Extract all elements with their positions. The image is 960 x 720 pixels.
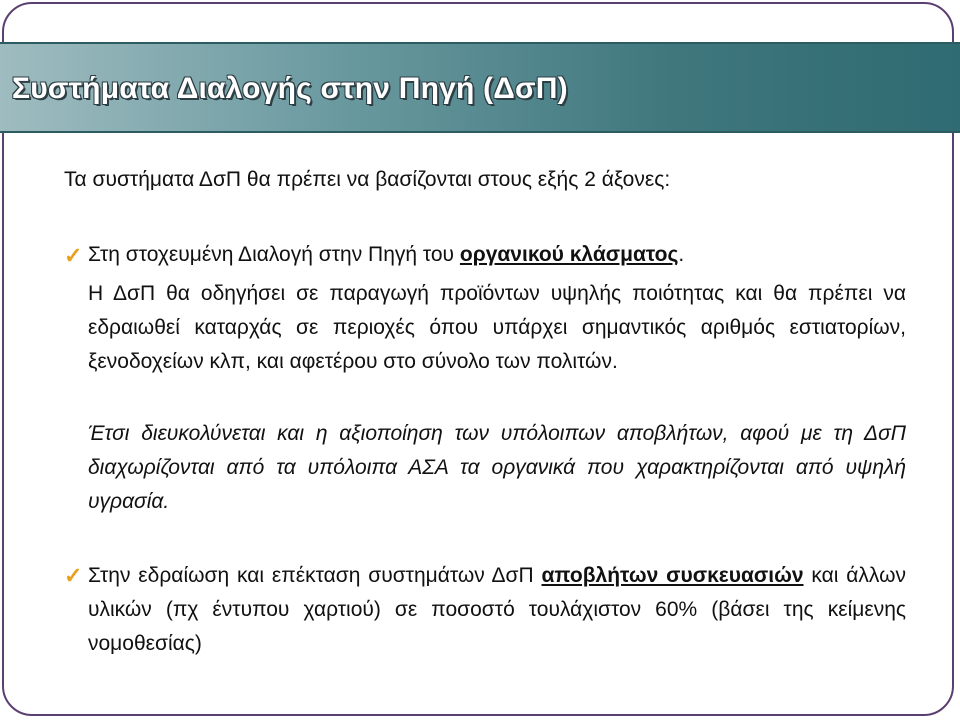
check-icon: ✓ bbox=[64, 563, 83, 588]
intro-text: Τα συστήματα ΔσΠ θα πρέπει να βασίζονται στους εξής 2 άξονες: bbox=[64, 168, 671, 191]
check-icon: ✓ bbox=[64, 243, 83, 268]
bullet-1-prefix: Στη στοχευμένη Διαλογή στην Πηγή του bbox=[88, 243, 460, 266]
bullet-2-highlight: αποβλήτων συσκευασιών bbox=[541, 564, 804, 587]
bullet-2-prefix: Στην εδραίωση και επέκταση συστημάτων ΔσΠ bbox=[88, 564, 542, 587]
bullet-1-text bbox=[88, 239, 906, 271]
bullet-2-text bbox=[88, 559, 906, 661]
slide-title: Συστήματα Διαλογής στην Πηγή (ΔσΠ) bbox=[12, 72, 568, 105]
bullet-1-note: Έτσι διευκολύνεται και η αξιοποίηση των υπόλοιπων αποβλήτων, αφού με τη ΔσΠ διαχωρίζονται από τα υπόλοιπα ΑΣΑ τα οργανικά που χαρακτηρίζονται από υψηλή υγρασία. bbox=[88, 422, 906, 513]
bullet-1-highlight: οργανικού κλάσματος bbox=[459, 243, 679, 266]
title-bar bbox=[0, 42, 960, 133]
bullet-2-suffix: και άλλων υλικών (πχ έντυπου χαρτιού) σε ποσοστό τουλάχιστον 60% (βάσει της κείμενης νομοθεσίας) bbox=[88, 564, 907, 655]
bullet-1-suffix: . bbox=[678, 243, 685, 266]
bullet-1-detail: Η ΔσΠ θα οδηγήσει σε παραγωγή προϊόντων υψηλής ποιότητας και θα πρέπει να εδραιωθεί καταρχάς σε περιοχές όπου υπάρχει σημαντικός αριθμός εστιατορίων, ξενοδοχείων κλπ, και αφετέρου στο σύνολο των πολιτών. bbox=[88, 282, 906, 373]
